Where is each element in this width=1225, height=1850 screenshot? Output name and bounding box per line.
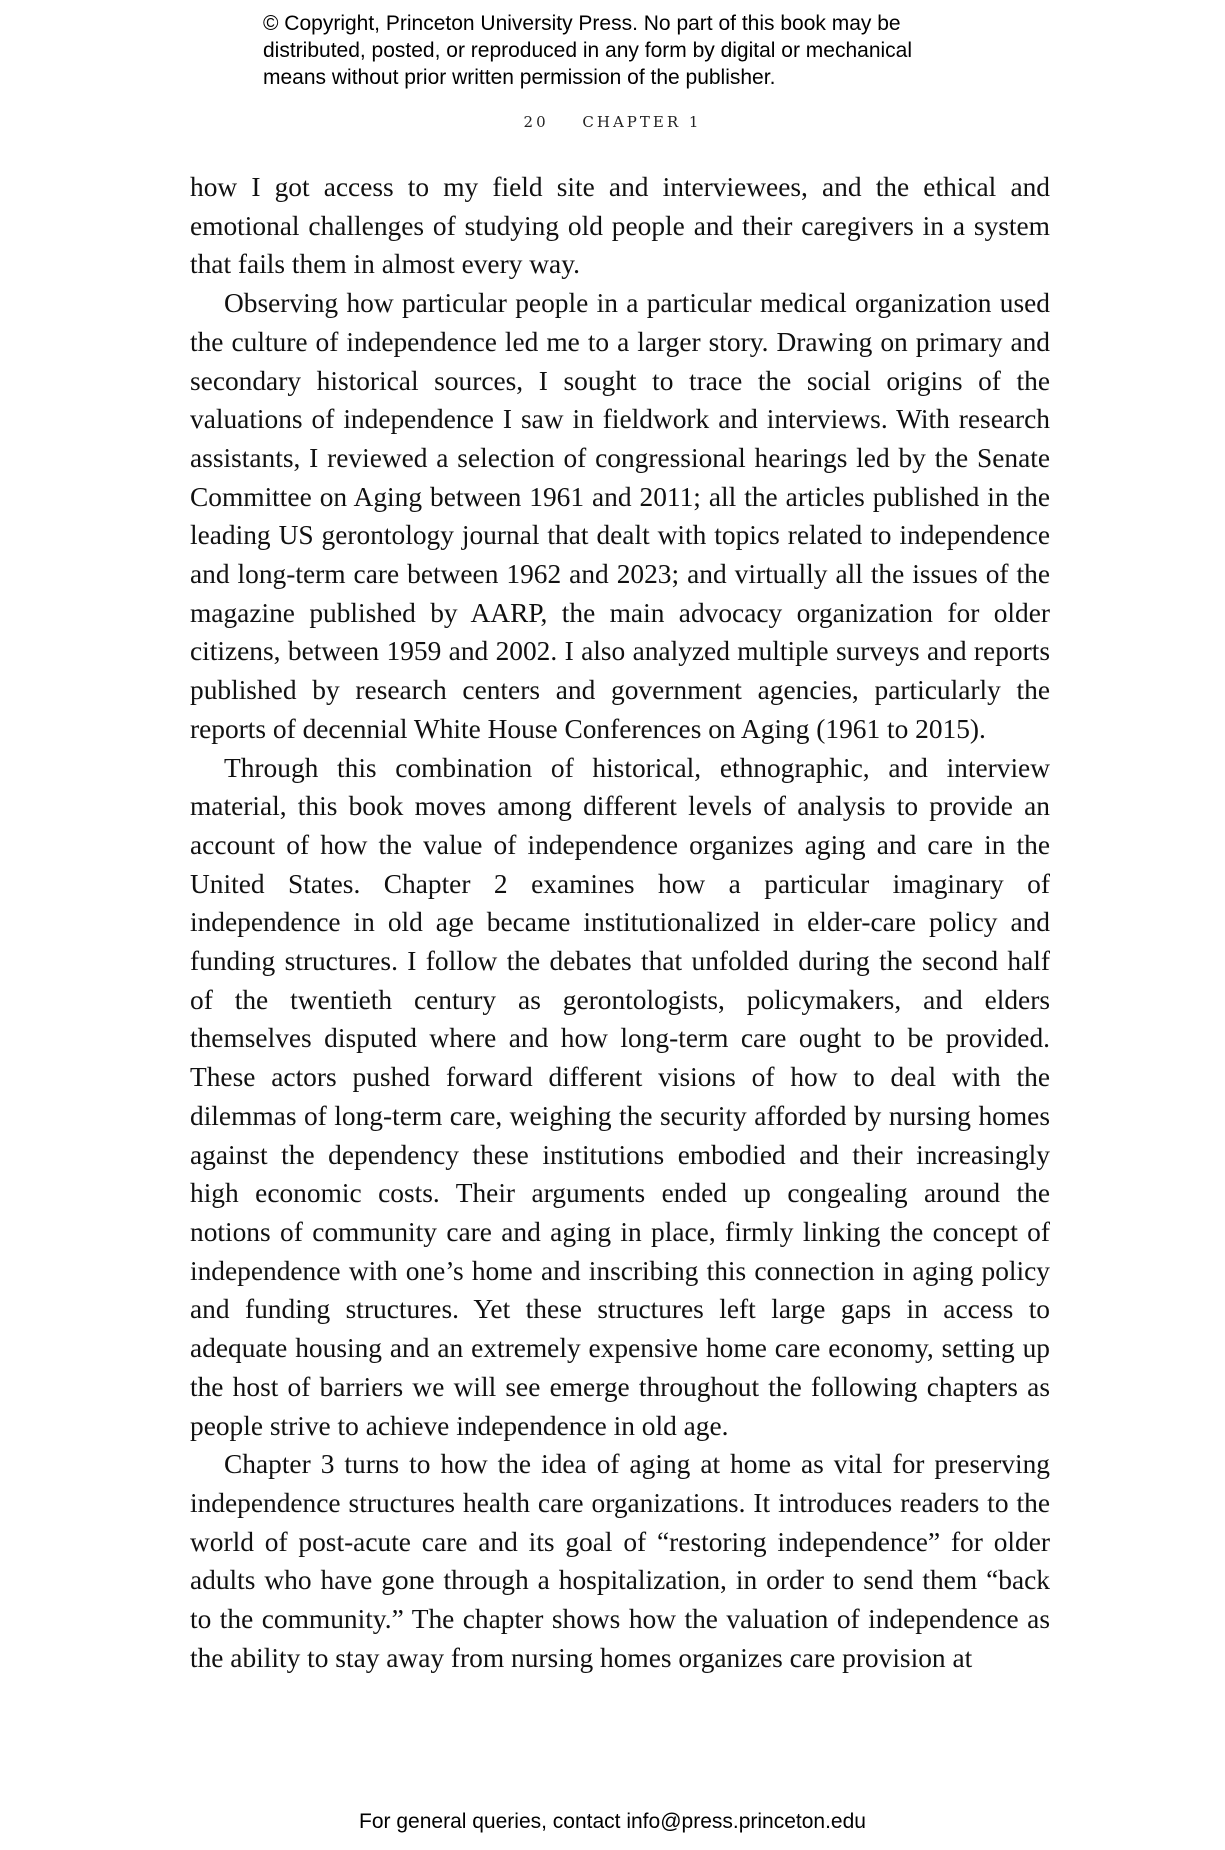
paragraph-2: Observing how particular people in a particular medical organization used the culture of independence led me to a larger story. Drawing on primary and secondary historical sources, I sought to trace the social origins of the valuations of independence I saw in fieldwork and interviews. With research assistants, I reviewed a selection of congressional hearings led by the Senate Committee on Aging between 1961 and 2011; all the articles published in the leading US gerontology journal that dealt with topics related to independence and long-term care between 1962 and 2023; and virtually all the issues of the magazine published by AARP, the main advocacy organization for older citizens, between 1959 and 2002. I also analyzed multiple surveys and reports published by research centers and government agencies, particularly the reports of decennial White House Conferences on Aging (1961 to 2015). — [190, 288, 1050, 744]
page-number: 20 — [523, 113, 549, 131]
paragraph-4: Chapter 3 turns to how the idea of aging at home as vital for preserving independence structures health care organizations. It introduces readers to the world of post-acute care and its goal of “restoring independence” for older adults who have gone through a hospitalization, in order to send them “back to the community.” The chapter shows how the valuation of independence as the ability to stay away from nursing homes organizes care provision at — [190, 1449, 1050, 1673]
paragraph-1: how I got access to my field site and interviewees, and the ethical and emotional challenges of studying old people and their caregivers in a system that fails them in almost every way. — [190, 172, 1050, 280]
paragraph-3: Through this combination of historical, ethnographic, and interview material, this book moves among different levels of analysis to provide an account of how the value of independence organizes aging and care in the United States. Chapter 2 examines how a particular imaginary of independence in old age became institutionalized in elder-care policy and funding structures. I follow the debates that unfolded during the second half of the twentieth century as gerontologists, policymakers, and elders themselves disputed where and how long-term care ought to be provided. These actors pushed forward different visions of how to deal with the dilemmas of long-term care, weighing the security afforded by nursing homes against the dependency these institutions embodied and their increasingly high economic costs. Their arguments ended up congealing around the notions of community care and aging in place, firmly linking the concept of independence with one’s home and inscribing this connection in aging policy and funding structures. Yet these structures left large gaps in access to adequate housing and an extremely expensive home care economy, setting up the host of barriers we will see emerge throughout the following chapters as people strive to achieve independence in old age. — [190, 752, 1050, 1441]
chapter-label: CHAPTER 1 — [582, 113, 702, 131]
body-text — [190, 168, 1050, 1677]
running-head — [0, 113, 1225, 131]
copyright-line-1: © Copyright, Princeton University Press. No part of this book may be — [263, 12, 901, 35]
copyright-line-2: distributed, posted, or reproduced in any form by digital or mechanical — [263, 39, 913, 62]
footer-contact: For general queries, contact info@press.princeton.edu — [359, 1810, 866, 1833]
copyright-line-3: means without prior written permission of the publisher. — [263, 66, 776, 89]
copyright-notice — [263, 10, 1023, 91]
